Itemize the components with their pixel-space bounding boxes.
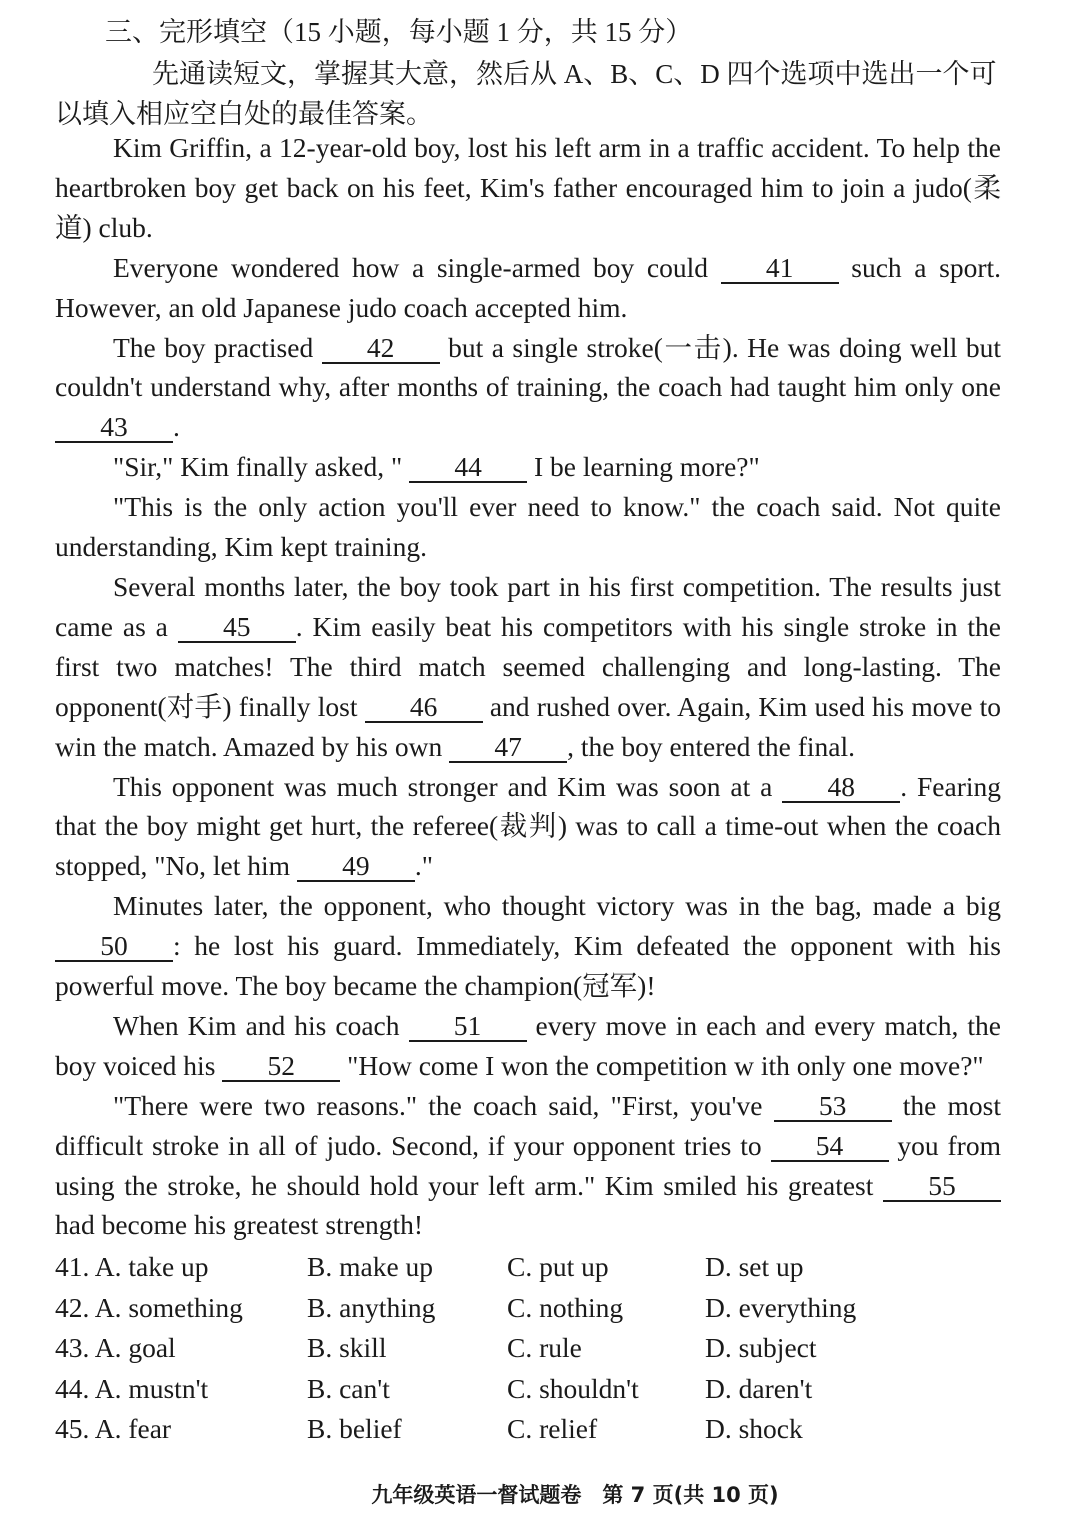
passage-text: you from using the stroke, he should hold your left arm." Kim smiled his greatest — [55, 1129, 1001, 1201]
blank-47: 47 — [449, 733, 567, 763]
blank-44: 44 — [409, 453, 527, 483]
option-row — [55, 1288, 1005, 1329]
blank-43: 43 — [55, 413, 173, 443]
passage-text: , the boy entered the final. — [567, 730, 855, 762]
passage-text: Minutes later, the opponent, who thought victory was in the bag, made a big — [113, 890, 1001, 922]
blank-51: 51 — [409, 1012, 527, 1042]
option-choice: B. anything — [307, 1291, 436, 1323]
passage-paragraph — [55, 1086, 1001, 1246]
option-choice: B. make up — [307, 1251, 434, 1282]
passage-paragraph — [55, 447, 1001, 487]
passage-text: When Kim and his coach — [113, 1009, 409, 1041]
passage-text: Kim Griffin, a 12-year-old boy, lost his left arm in a traffic accident. To help the heartbroken boy get back on his feet, Kim's father encouraged him to join a judo(柔道) club. — [55, 132, 1001, 243]
passage-text: ." — [414, 850, 434, 882]
option-choice: D. everything — [705, 1291, 857, 1323]
passage-text: had become his greatest strength! — [55, 1209, 424, 1241]
passage-text: . Fearing that the boy might get hurt, the referee(裁判) was to call a time-out when the coach stopped, "No, let him — [55, 770, 1001, 882]
passage-text: Everyone wondered how a single-armed boy could — [113, 251, 721, 283]
option-choice: D. set up — [705, 1251, 804, 1282]
option-choice: B. belief — [307, 1413, 402, 1444]
option-choice: 42. A. something — [55, 1291, 243, 1323]
passage-paragraph — [55, 886, 1001, 1006]
passage-paragraph — [55, 767, 1001, 887]
blank-45: 45 — [178, 613, 296, 643]
page-footer: 九年级英语一督试题卷 第 7 页(共 10 页) — [371, 1483, 779, 1507]
passage-paragraph — [55, 248, 1001, 328]
option-choice: B. can't — [307, 1372, 390, 1404]
passage-text: The boy practised — [113, 331, 322, 363]
option-row — [55, 1247, 1005, 1288]
passage-text: "There were two reasons." the coach said, "First, you've — [113, 1089, 774, 1121]
passage-text: and rushed over. Again, Kim used his move to win the match. Amazed by his own — [55, 690, 1001, 762]
passage-text: "This is the only action you'll ever need to know." the coach said. Not quite understanding, Kim kept training. — [55, 491, 1001, 563]
passage-text: every move in each and every match, the boy voiced his — [55, 1009, 1001, 1081]
blank-49: 49 — [297, 852, 415, 882]
option-choice: D. daren't — [705, 1372, 813, 1404]
blank-48: 48 — [782, 773, 900, 803]
blank-54: 54 — [771, 1132, 889, 1162]
option-choice: 45. A. fear — [55, 1413, 172, 1444]
passage-paragraph — [55, 1006, 1001, 1086]
option-choice: D. shock — [705, 1413, 803, 1444]
answer-options — [55, 1247, 1005, 1450]
passage-paragraph — [55, 567, 1001, 767]
option-choice: C. shouldn't — [507, 1372, 639, 1404]
blank-42: 42 — [322, 334, 440, 364]
blank-46: 46 — [365, 693, 483, 723]
option-choice: C. relief — [507, 1413, 598, 1444]
passage-text: . — [173, 411, 180, 443]
blank-41: 41 — [721, 254, 839, 284]
passage-text: Several months later, the boy took part in his first competition. The results just came as a — [55, 570, 1001, 642]
option-row — [55, 1328, 1005, 1369]
option-choice: 41. A. take up — [55, 1251, 209, 1282]
blank-55: 55 — [883, 1172, 1001, 1202]
option-choice: D. subject — [705, 1332, 817, 1363]
passage-text: the most difficult stroke in all of judo. Second, if your opponent tries to — [55, 1089, 1001, 1161]
blank-52: 52 — [222, 1052, 340, 1082]
passage-paragraph — [55, 487, 1001, 567]
passage-text: "Sir," Kim finally asked, " — [113, 451, 410, 483]
passage-text: "How come I won the competition w ith only one move?" — [340, 1049, 984, 1081]
option-choice: C. rule — [507, 1332, 582, 1363]
section-title: 三、完形填空（15 小题，每小题 1 分，共 15 分） — [105, 17, 693, 47]
option-choice: B. skill — [307, 1332, 387, 1363]
passage-text: : he lost his guard. Immediately, Kim defeated the opponent with his powerful move. The boy became the champion(冠军)! — [55, 930, 1001, 1002]
blank-50: 50 — [55, 932, 173, 962]
option-choice: C. put up — [507, 1251, 609, 1282]
option-row — [55, 1369, 1005, 1410]
option-choice: 44. A. mustn't — [55, 1372, 209, 1404]
passage-paragraph — [55, 328, 1001, 448]
cloze-passage — [55, 128, 1001, 1245]
option-choice: C. nothing — [507, 1291, 624, 1323]
passage-text: . Kim easily beat his competitors with his single stroke in the first two matches! The third match seemed challenging and long-lasting. The opponent(对手) finally lost — [55, 610, 1001, 722]
blank-53: 53 — [774, 1092, 892, 1122]
passage-text: I be learning more?" — [527, 451, 760, 483]
passage-text: but a single stroke(一击). He was doing well but couldn't understand why, after months of training, the coach had taught him only one — [55, 331, 1001, 403]
instructions: 先通读短文，掌握其大意，然后从 A、B、C、D 四个选项中选出一个可以填入相应空白处的最佳答案。 — [55, 59, 997, 129]
option-row — [55, 1409, 1005, 1450]
passage-text: such a sport. However, an old Japanese judo coach accepted him. — [55, 251, 1001, 323]
passage-paragraph — [55, 128, 1001, 248]
option-choice: 43. A. goal — [55, 1332, 176, 1363]
passage-text: This opponent was much stronger and Kim was soon at a — [113, 770, 783, 802]
